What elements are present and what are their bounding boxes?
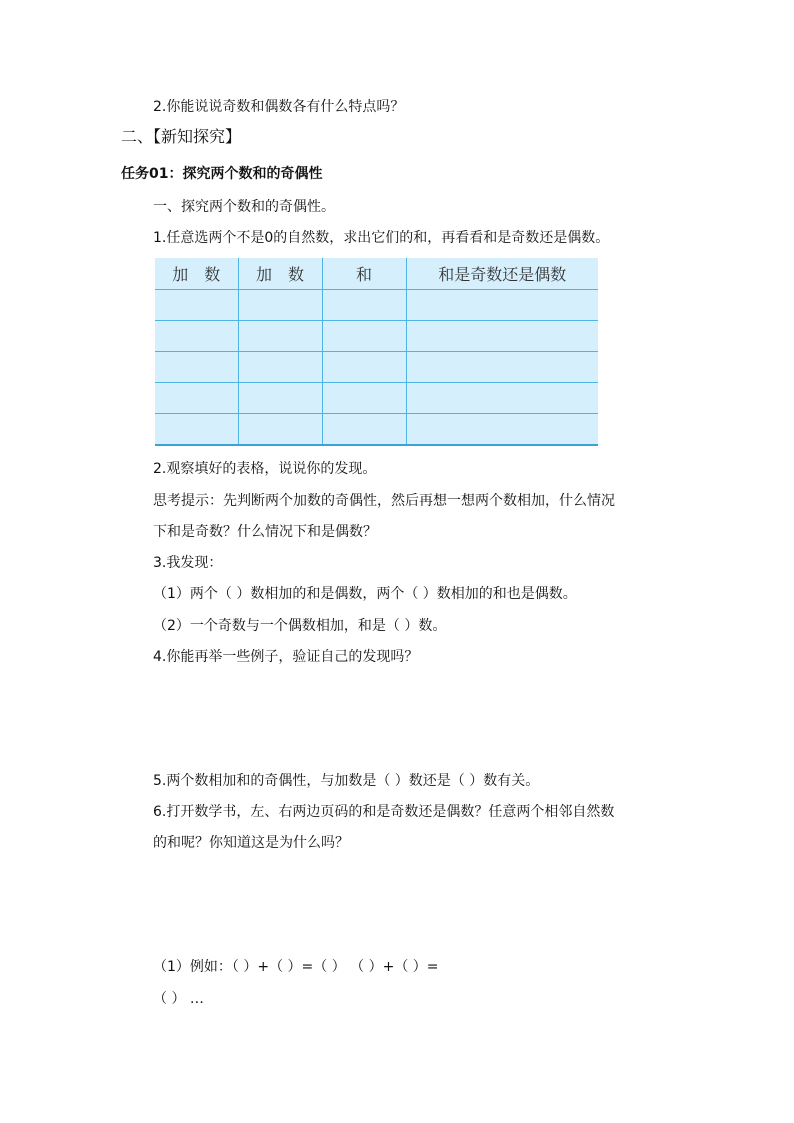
sum-parity-table (155, 258, 598, 446)
step-1-instruction: 1.任意选两个不是0的自然数，求出它们的和，再看看和是奇数还是偶数。 (153, 230, 610, 246)
header-parity: 和是奇数还是偶数 (406, 258, 598, 290)
step-5-statement: 5.两个数相加和的奇偶性，与加数是（ ）数还是（ ）数有关。 (153, 773, 540, 789)
table-cell[interactable] (322, 383, 406, 414)
table-cell[interactable] (322, 290, 406, 321)
step-6-question-line-2: 的和呢？你知道这是为什么吗？ (153, 835, 349, 851)
question-2-intro: 2.你能说说奇数和偶数各有什么特点吗？ (153, 99, 405, 115)
table-cell[interactable] (155, 352, 238, 383)
thinking-hint-line-1: 思考提示：先判断两个加数的奇偶性，然后再想一想两个数相加，什么情况 (153, 493, 615, 509)
table-cell[interactable] (155, 383, 238, 414)
table-row (155, 290, 598, 321)
table-header-row (155, 258, 598, 290)
table-cell[interactable] (155, 321, 238, 352)
step-6-question-line-1: 6.打开数学书，左、右两边页码的和是奇数还是偶数？任意两个相邻自然数 (153, 804, 615, 820)
table-cell[interactable] (238, 383, 322, 414)
table-cell[interactable] (155, 414, 238, 446)
table-cell[interactable] (322, 352, 406, 383)
table-row (155, 352, 598, 383)
step-3-heading: 3.我发现： (153, 555, 223, 571)
header-addend-2: 加 数 (238, 258, 322, 290)
section-heading-new-knowledge: 二、【新知探究】 (121, 127, 242, 146)
table-cell[interactable] (406, 321, 598, 352)
step-4-question: 4.你能再举一些例子，验证自己的发现吗？ (153, 649, 419, 665)
example-line-2: （ ） … (153, 991, 204, 1007)
header-addend-1: 加 数 (155, 258, 238, 290)
table-cell[interactable] (238, 414, 322, 446)
table-cell[interactable] (322, 414, 406, 446)
step-2-instruction: 2.观察填好的表格，说说你的发现。 (153, 461, 377, 477)
task-01-heading: 任务01：探究两个数和的奇偶性 (121, 166, 323, 182)
table-row (155, 383, 598, 414)
subsection-1-title: 一、探究两个数和的奇偶性。 (153, 199, 335, 215)
table-cell[interactable] (238, 321, 322, 352)
example-line-1: （1）例如：（ ）+（ ）=（ ） （ ）+（ ）= (153, 959, 439, 975)
header-sum: 和 (322, 258, 406, 290)
table-row (155, 321, 598, 352)
table-cell[interactable] (155, 290, 238, 321)
thinking-hint-line-2: 下和是奇数？什么情况下和是偶数？ (153, 524, 377, 540)
table-cell[interactable] (406, 414, 598, 446)
table-cell[interactable] (406, 383, 598, 414)
table-cell[interactable] (238, 290, 322, 321)
table-cell[interactable] (238, 352, 322, 383)
table-row (155, 414, 598, 446)
table-cell[interactable] (406, 290, 598, 321)
table-cell[interactable] (322, 321, 406, 352)
table-cell[interactable] (406, 352, 598, 383)
finding-2: （2）一个奇数与一个偶数相加，和是（ ）数。 (153, 618, 447, 634)
finding-1: （1）两个（ ）数相加的和是偶数，两个（ ）数相加的和也是偶数。 (153, 586, 577, 602)
